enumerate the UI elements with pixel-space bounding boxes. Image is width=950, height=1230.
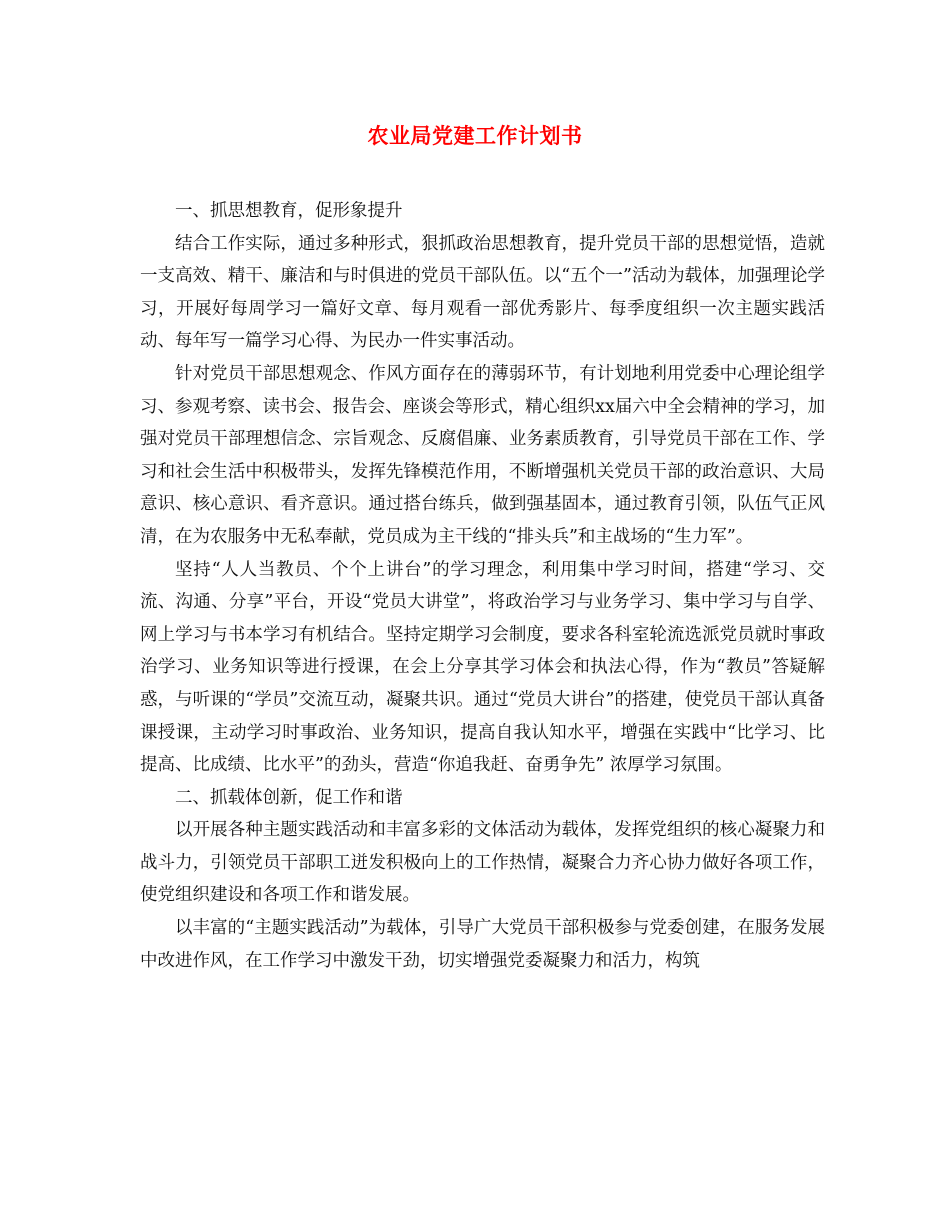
document-body [140,195,825,977]
paragraph: 坚持“人人当教员、个个上讲台”的学习理念，利用集中学习时间，搭建“学习、交流、沟通、分享”平台，开设“党员大讲堂”，将政治学习与业务学习、集中学习与自学、网上学习与书本学习有机结合。坚持定期学习会制度，要求各科室轮流选派党员就时事政治学习、业务知识等进行授课，在会上分享其学习体会和执法心得，作为“教员”答疑解惑，与听课的“学员”交流互动，凝聚共识。通过“党员大讲台”的搭建，使党员干部认真备课授课，主动学习时事政治、业务知识，提高自我认知水平，增强在实践中“比学习、比提高、比成绩、比水平”的劲头，营造“你追我赶、奋勇争先” 浓厚学习氛围。 [140,559,825,776]
paragraph: 结合工作实际，通过多种形式，狠抓政治思想教育，提升党员干部的思想觉悟，造就一支高效、精干、廉洁和与时俱进的党员干部队伍。以“五个一”活动为载体，加强理论学习，开展好每周学习一篇好文章、每月观看一部优秀影片、每季度组织一次主题实践活动、每年写一篇学习心得、为民办一件实事活动。 [140,233,825,352]
section-heading-1: 一、抓思想教育，促形象提升 [175,201,403,221]
paragraph: 以丰富的“主题实践活动”为载体，引导广大党员干部积极参与党委创建，在服务发展中改进作风，在工作学习中激发干劲，切实增强党委凝聚力和活力，构筑 [140,918,825,971]
paragraph: 针对党员干部思想观念、作风方面存在的薄弱环节，有计划地利用党委中心理论组学习、参观考察、读书会、报告会、座谈会等形式，精心组织xx届六中全会精神的学习，加强对党员干部理想信念、宗旨观念、反腐倡廉、业务素质教育，引导党员干部在工作、学习和社会生活中积极带头，发挥先锋模范作用，不断增强机关党员干部的政治意识、大局意识、核心意识、看齐意识。通过搭台练兵，做到强基固本，通过教育引领，队伍气正风清，在为农服务中无私奉献，党员成为主干线的“排头兵”和主战场的“生力军”。 [140,363,825,547]
paragraph: 以开展各种主题实践活动和丰富多彩的文体活动为载体，发挥党组织的核心凝聚力和战斗力，引领党员干部职工迸发积极向上的工作热情，凝聚合力齐心协力做好各项工作，使党组织建设和各项工作和谐发展。 [140,820,825,906]
document-title: 农业局党建工作计划书 [367,123,583,148]
section-heading-2: 二、抓载体创新，促工作和谐 [175,787,403,808]
